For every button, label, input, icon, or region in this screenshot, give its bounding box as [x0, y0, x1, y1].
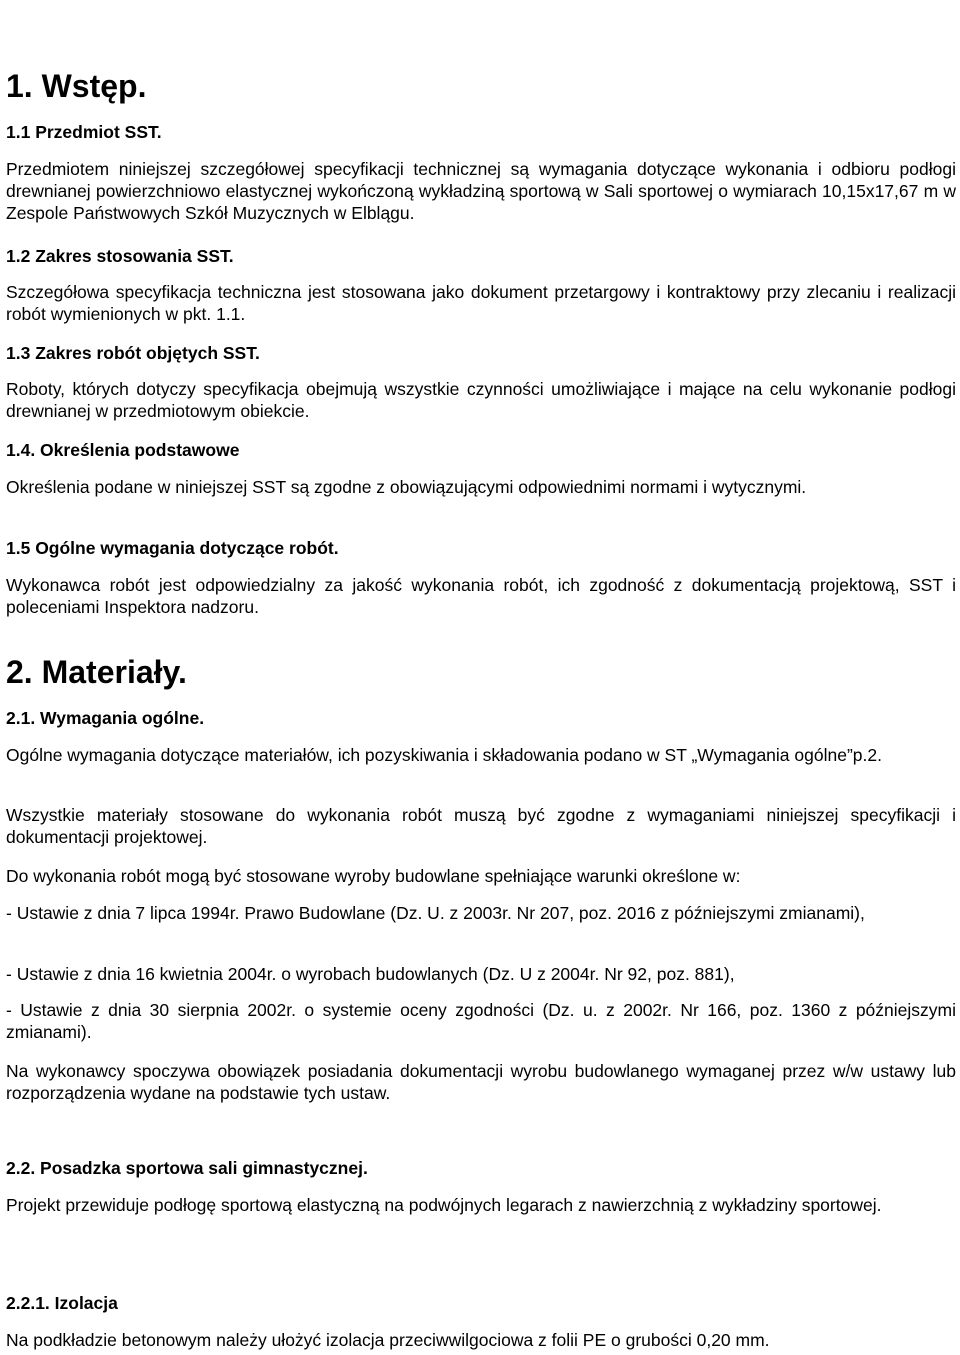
section-1-heading: 1. Wstęp. — [6, 68, 147, 104]
section-1-3-heading: 1.3 Zakres robót objętych SST. — [6, 343, 260, 363]
section-1-1-paragraph: Przedmiotem niniejszej szczegółowej specyfikacji technicznej są wymagania dotyczące wykonania i odbioru podłogi drewnianej powierzchniowo elastycznej wykończoną wykładziną sportową w Sali sportowej o wymiarach 10,15x17,67 m w Zespole Państwowych Szkół Muzycznych w Elblągu. — [6, 159, 956, 223]
section-1-2-heading: 1.2 Zakres stosowania SST. — [6, 246, 234, 266]
section-2-1-law-item-2: - Ustawie z dnia 16 kwietnia 2004r. o wyrobach budowlanych (Dz. U z 2004r. Nr 92, poz. 881), — [6, 964, 735, 984]
section-2-1-paragraph-2: Wszystkie materiały stosowane do wykonania robót muszą być zgodne z wymaganiami niniejszej specyfikacji i dokumentacji projektowej. — [6, 805, 956, 847]
section-2-2-heading: 2.2. Posadzka sportowa sali gimnastycznej. — [6, 1158, 368, 1178]
section-2-heading: 2. Materiały. — [6, 654, 187, 690]
section-1-5-paragraph: Wykonawca robót jest odpowiedzialny za jakość wykonania robót, ich zgodność z dokumentacją projektową, SST i poleceniami Inspektora nadzoru. — [6, 575, 956, 617]
section-2-1-law-item-3: - Ustawie z dnia 30 sierpnia 2002r. o systemie oceny zgodności (Dz. u. z 2002r. Nr 166, poz. 1360 z późniejszymi zmianami). — [6, 1000, 956, 1042]
section-1-1-heading: 1.1 Przedmiot SST. — [6, 122, 162, 142]
section-2-1-paragraph-3: Do wykonania robót mogą być stosowane wyroby budowlane spełniające warunki określone w: — [6, 866, 741, 886]
section-1-4-paragraph: Określenia podane w niniejszej SST są zgodne z obowiązującymi odpowiednimi normami i wytycznymi. — [6, 477, 807, 497]
section-2-2-paragraph: Projekt przewiduje podłogę sportową elastyczną na podwójnych legarach z nawierzchnią z wykładziny sportowej. — [6, 1195, 882, 1215]
section-1-2-paragraph: Szczegółowa specyfikacja techniczna jest stosowana jako dokument przetargowy i kontraktowy przy zlecaniu i realizacji robót wymienionych w pkt. 1.1. — [6, 282, 956, 324]
section-2-1-paragraph-7: Na wykonawcy spoczywa obowiązek posiadania dokumentacji wyrobu budowlanego wymaganej przez w/w ustawy lub rozporządzenia wydane na podstawie tych ustaw. — [6, 1061, 956, 1103]
section-2-2-1-paragraph: Na podkładzie betonowym należy ułożyć izolacja przeciwwilgociowa z folii PE o grubości 0,20 mm. — [6, 1330, 770, 1350]
section-1-4-heading: 1.4. Określenia podstawowe — [6, 440, 240, 460]
section-1-5-heading: 1.5 Ogólne wymagania dotyczące robót. — [6, 538, 339, 558]
section-2-1-law-item-1: - Ustawie z dnia 7 lipca 1994r. Prawo Budowlane (Dz. U. z 2003r. Nr 207, poz. 2016 z późniejszymi zmianami), — [6, 903, 865, 923]
section-2-1-paragraph-1: Ogólne wymagania dotyczące materiałów, ich pozyskiwania i składowania podano w ST „Wymagania ogólne”p.2. — [6, 745, 882, 765]
section-2-1-heading: 2.1. Wymagania ogólne. — [6, 708, 205, 728]
section-2-2-1-heading: 2.2.1. Izolacja — [6, 1293, 118, 1313]
section-1-3-paragraph: Roboty, których dotyczy specyfikacja obejmują wszystkie czynności umożliwiające i mające na celu wykonanie podłogi drewnianej w przedmiotowym obiekcie. — [6, 379, 956, 421]
